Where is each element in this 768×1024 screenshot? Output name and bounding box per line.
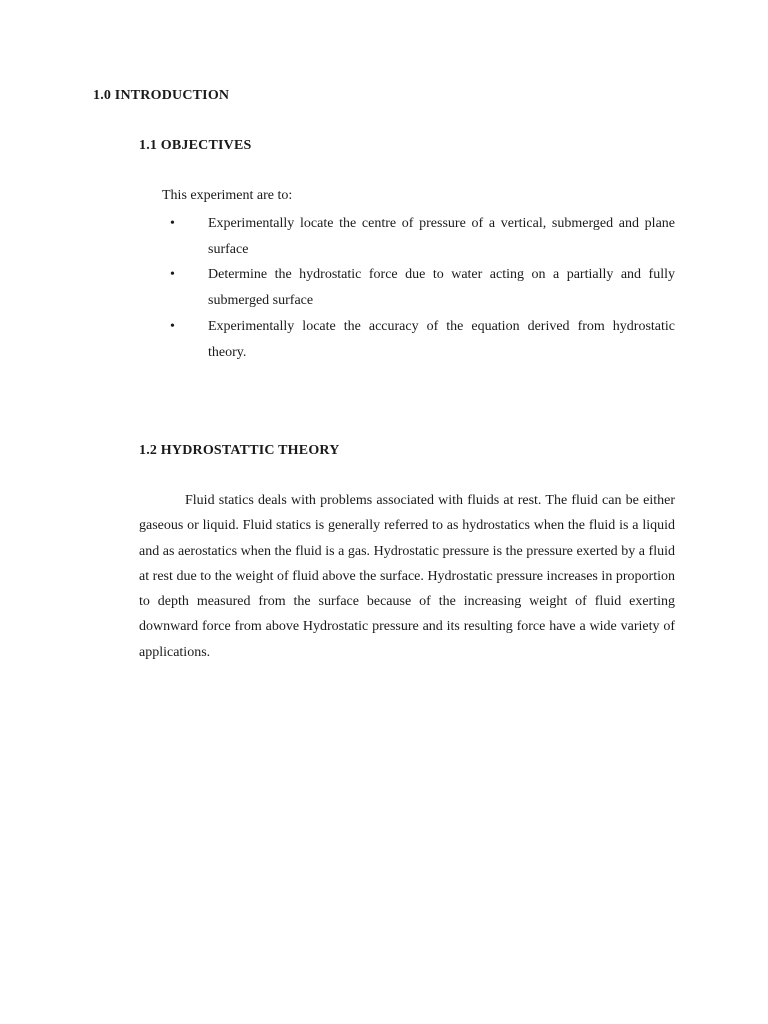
bullet-icon: • (170, 216, 175, 231)
bullet-icon: • (170, 318, 175, 334)
objective-text: Determine the hydrostatic force due to water acting on a partially and fully submerged surface (208, 267, 675, 309)
section-heading-objectives: 1.1 OBJECTIVES (139, 138, 252, 153)
section-heading-hydrostatic-theory: 1.2 HYDROSTATTIC THEORY (139, 443, 340, 458)
bullet-icon: • (170, 267, 175, 283)
objective-item (170, 314, 675, 365)
objectives-list (170, 211, 675, 365)
objective-text: Experimentally locate the accuracy of the equation derived from hydrostatic theory. (208, 318, 675, 360)
section-heading-introduction: 1.0 INTRODUCTION (93, 88, 230, 103)
theory-paragraph: Fluid statics deals with problems associated with fluids at rest. The fluid can be either gaseous or liquid. Fluid statics is generally referred to as hydrostatics when the fluid is a liquid and as aerostatics when the fluid is a gas. Hydrostatic pressure is the pressure exerted by a fluid at rest due to the weight of fluid above the surface. Hydrostatic pressure increases in proportion to depth measured from the surface because of the increasing weight of fluid exerting downward force from above Hydrostatic pressure and its resulting force have a wide variety of applications. (139, 493, 675, 660)
objective-text: Experimentally locate the centre of pressure of a vertical, submerged and plane surface (208, 216, 675, 257)
objective-item (170, 211, 675, 262)
objective-item (170, 262, 675, 313)
objectives-lead-text: This experiment are to: (162, 188, 293, 203)
